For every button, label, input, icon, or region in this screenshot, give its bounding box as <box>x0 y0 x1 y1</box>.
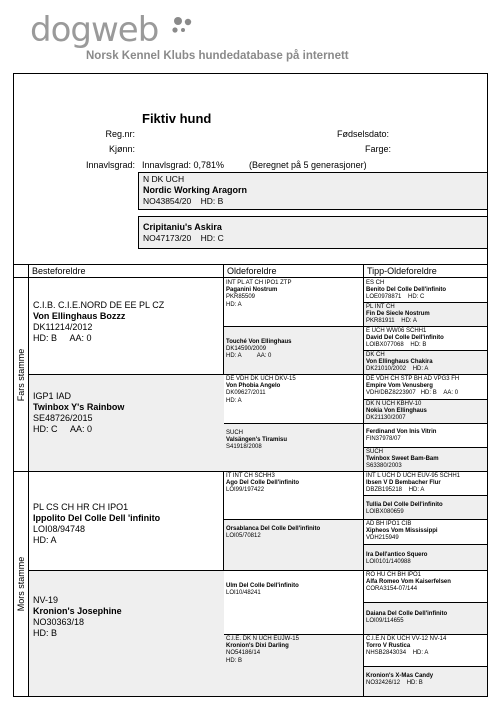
great-great-grandparent-cell[interactable]: Tullia Del Colle Dell'infinito LOIBX080659 <box>364 496 487 519</box>
col-header-great-grandparents: Tipp-Oldeforeldre <box>367 266 437 276</box>
logo[interactable] <box>30 8 370 68</box>
dog-name: Fiktiv hund <box>142 111 212 126</box>
great-great-grandparent-cell[interactable]: PL INT CH Fin De Siecle Nostrum PKR81911 HD: A <box>364 303 487 326</box>
logo-subtitle: Norsk Kennel Klubs hundedatabase på internett <box>86 50 349 62</box>
sex-label: Kjønn: <box>108 144 135 154</box>
mothers-side-label: Mors stamme <box>16 556 26 611</box>
great-great-grandparent-cell[interactable]: RO HU CH BH IPO1 Alfa Romeo Vom Kaiserfelsen CORA3154-07/144 <box>366 572 451 593</box>
regnr-label: Reg.nr: <box>105 129 135 139</box>
father-hd: HD: B <box>200 196 224 206</box>
father-titles: N DK UCH <box>143 174 185 184</box>
fathers-side-label: Fars stamme <box>16 348 26 401</box>
mother-name: Cripitaniu's Askira <box>143 222 222 232</box>
inbreeding-label: Innavlsgrad: <box>85 160 135 170</box>
great-great-grandparent-cell[interactable]: DE VDH CH STP BH AD VPG3 FH Empire Vom Venusberg VDH/DBZ8223907 HD: B AA: 0 <box>366 376 460 397</box>
great-grandparent-cell[interactable]: SUCH Valsängen's Tiramisu S41918/2008 <box>224 424 363 471</box>
paw-dots-icon <box>170 16 200 42</box>
grandparent-cell[interactable]: C.I.B. C.I.E.NORD DE EE PL CZ Von Ellinghaus Bozzz DK11214/2012 HD: B AA: 0 <box>33 300 165 343</box>
inbreeding-note: (Beregnet på 5 generasjoner) <box>249 160 367 170</box>
great-great-grandparent-cell[interactable]: DK CH Von Ellinghaus Chakira DK21010/2002 HD: A <box>364 351 487 374</box>
grandparent-cell[interactable]: IGP1 IAD Twinbox Y's Rainbow SE48726/2015 HD: C AA: 0 <box>29 375 224 471</box>
mother-box[interactable] <box>138 216 488 249</box>
logo-text: dogweb <box>30 10 159 50</box>
great-great-grandparent-cell[interactable]: SUCH Twinbox Sweet Bam-Bam S63380/2003 <box>364 448 487 471</box>
grandparent-cell[interactable]: NV-19 Kronion's Josephine NO30363/18 HD: B <box>29 571 224 696</box>
great-great-grandparent-cell[interactable]: INT L UCH D UCH EUV-95 SCHH1 Ibsen V D Bembacher Flur DBZB195218 HD: A <box>366 473 461 494</box>
grandparent-cell[interactable]: PL CS CH HR CH IPO1 Ippolito Del Colle Dell 'infinito LOI08/94748 HD: A <box>33 502 161 545</box>
great-great-grandparent-cell[interactable]: E UCH WW06 SCHH1 David Del Colle Dell'infinito LOIBX077068 HD: B <box>366 328 444 349</box>
color-label: Farge: <box>365 144 392 154</box>
col-header-grandparents: Oldeforeldre <box>227 266 277 276</box>
dob-label: Fødselsdato: <box>337 129 390 139</box>
great-great-grandparent-cell[interactable]: Ira Dell'antico Squero LOI0101/140988 <box>364 545 487 570</box>
mother-regnr: NO47173/20 <box>143 233 192 243</box>
col-header-parents: Besteforeldre <box>32 266 86 276</box>
inbreeding-value: Innavlsgrad: 0,781% <box>142 160 225 170</box>
great-grandparent-cell[interactable]: Touché Von Ellinghaus DK14590/2009 HD: A AA: 0 <box>224 327 363 374</box>
great-great-grandparent-cell[interactable]: C.I.E.N DK UCH VV-12 NV-14 Torro V Rustica NHSB2843034 HD: A <box>366 636 447 657</box>
great-great-grandparent-cell[interactable]: Daiana Del Colle Dell'infinito LOI09/114655 <box>364 603 487 634</box>
pedigree-document <box>13 73 488 697</box>
great-great-grandparent-cell[interactable]: DK N UCH KBHV-10 Nokia Von Ellinghaus DK21130/2007 <box>364 400 487 423</box>
great-grandparent-cell[interactable]: Ulm Del Colle Dell'infinito LOI10/48241 <box>226 583 299 597</box>
great-grandparent-cell[interactable]: DE VDH DK UCH DKV-15 Von Phobia Angelo DK09627/2011 HD: A <box>226 376 296 404</box>
great-grandparent-cell[interactable]: Orsablanca Del Colle Dell'infinito LOI05/70812 <box>224 520 363 570</box>
mother-reg <box>143 233 483 244</box>
great-great-grandparent-cell[interactable]: AD BH IPO1 CIB Xipheos Vom Mississippi VDH215949 <box>366 521 438 542</box>
father-regnr: NO43854/20 <box>143 196 192 206</box>
great-great-grandparent-cell[interactable]: ES CH Benito Del Colle Dell'infinito LOE0978871 HD: C <box>366 280 447 301</box>
great-grandparent-cell[interactable]: C.I.E. DK N UCH EUJW-15 Kronion's Dixi Darling NO54186/14 HD: B <box>224 635 363 696</box>
mother-hd: HD: C <box>200 233 224 243</box>
father-box[interactable] <box>138 172 488 210</box>
father-reg <box>143 196 483 207</box>
pedigree-grid <box>14 264 487 696</box>
great-great-grandparent-cell[interactable]: Kronion's X-Mas Candy NO32426/12 HD: B <box>364 667 487 696</box>
great-grandparent-cell[interactable]: INT PL AT CH IPO1 ZTP Paganini Nostrum PKR85509 HD: A <box>226 280 292 308</box>
great-great-grandparent-cell[interactable]: Ferdinand Von Inis Vitrin FIN37978/07 <box>366 429 437 443</box>
father-name: Nordic Working Aragorn <box>143 185 248 195</box>
great-grandparent-cell[interactable]: IT INT CH SCHH3 Ago Del Colle Dell'infinito LOI99/197422 <box>226 473 300 494</box>
